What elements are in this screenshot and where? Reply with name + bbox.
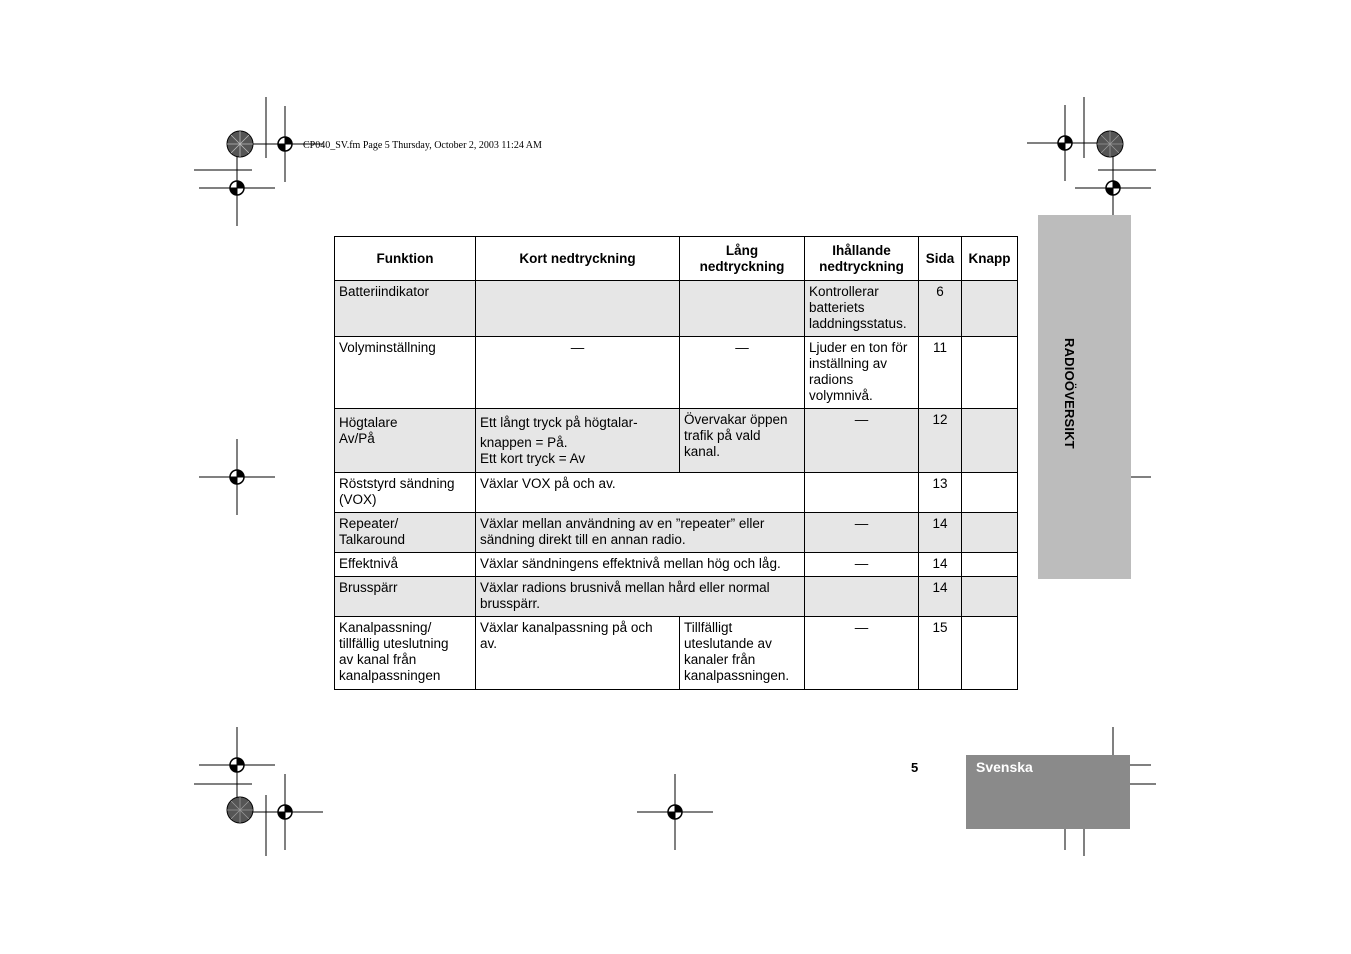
lang-cell: Övervakar öppen trafik på vald kanal. <box>680 409 805 473</box>
table-row <box>335 281 1018 337</box>
table-row <box>335 409 1018 473</box>
kort-lang-cell: Växlar mellan användning av en ”repeater” eller sändning direkt till en annan radio. <box>476 513 805 553</box>
column-header: Kort nedtryckning <box>476 237 680 281</box>
funktion-cell: Högtalare Av/På <box>335 409 476 473</box>
funktion-cell: Brusspärr <box>335 577 476 617</box>
sida-cell: 12 <box>919 409 962 473</box>
ihallande-cell: — <box>805 617 919 690</box>
funktion-cell: Effektnivå <box>335 553 476 577</box>
knapp-cell <box>962 513 1018 553</box>
knapp-cell <box>962 617 1018 690</box>
page-number: 5 <box>911 760 919 775</box>
kort-cell: — <box>476 337 680 409</box>
table-row <box>335 337 1018 409</box>
funktion-cell: Volyminställning <box>335 337 476 409</box>
ihallande-cell <box>805 473 919 513</box>
ihallande-cell <box>805 577 919 617</box>
kort-cell: Växlar kanalpassning på och av. <box>476 617 680 690</box>
table-row <box>335 513 1018 553</box>
funktion-cell: Batteriindikator <box>335 281 476 337</box>
column-header: Knapp <box>962 237 1018 281</box>
kort-cell <box>476 281 680 337</box>
language-label: Svenska <box>976 759 1033 775</box>
sida-cell: 15 <box>919 617 962 690</box>
sida-cell: 13 <box>919 473 962 513</box>
lang-cell: Tillfälligt uteslutande av kanaler från kanalpassningen. <box>680 617 805 690</box>
funktion-cell: Röststyrd sändning (VOX) <box>335 473 476 513</box>
knapp-cell <box>962 473 1018 513</box>
sida-cell: 14 <box>919 553 962 577</box>
ihallande-cell: Ljuder en ton för inställning av radions volymnivå. <box>805 337 919 409</box>
knapp-cell <box>962 577 1018 617</box>
table-row <box>335 473 1018 513</box>
sida-cell: 14 <box>919 577 962 617</box>
file-header-line: CP040_SV.fm Page 5 Thursday, October 2, 2003 11:24 AM <box>303 140 542 151</box>
ihallande-cell: — <box>805 409 919 473</box>
kort-lang-cell: Växlar radions brusnivå mellan hård eller normal brusspärr. <box>476 577 805 617</box>
lang-cell: — <box>680 337 805 409</box>
knapp-cell <box>962 281 1018 337</box>
kort-lang-cell: Växlar VOX på och av. <box>476 473 805 513</box>
lang-cell <box>680 281 805 337</box>
funktion-cell: Kanalpassning/ tillfällig uteslutning av kanal från kanalpassningen <box>335 617 476 690</box>
column-header: Ihållande nedtryckning <box>805 237 919 281</box>
ihallande-cell: — <box>805 513 919 553</box>
kort-lang-cell: Växlar sändningens effektnivå mellan hög och låg. <box>476 553 805 577</box>
section-side-tab-label: RADIOÖVERSIKT <box>1062 338 1077 449</box>
column-header: Lång nedtryckning <box>680 237 805 281</box>
sida-cell: 11 <box>919 337 962 409</box>
table-header-row <box>335 237 1018 281</box>
section-side-tab <box>1038 215 1131 579</box>
function-table <box>334 236 1018 690</box>
column-header: Sida <box>919 237 962 281</box>
knapp-cell <box>962 409 1018 473</box>
kort-cell: Ett långt tryck på högtalar- knappen = På. Ett kort tryck = Av <box>476 409 680 473</box>
funktion-cell: Repeater/ Talkaround <box>335 513 476 553</box>
sida-cell: 14 <box>919 513 962 553</box>
table-row <box>335 617 1018 690</box>
ihallande-cell: Kontrollerar batteriets laddningsstatus. <box>805 281 919 337</box>
sida-cell: 6 <box>919 281 962 337</box>
table-row <box>335 553 1018 577</box>
table-row <box>335 577 1018 617</box>
ihallande-cell: — <box>805 553 919 577</box>
knapp-cell <box>962 337 1018 409</box>
column-header: Funktion <box>335 237 476 281</box>
knapp-cell <box>962 553 1018 577</box>
